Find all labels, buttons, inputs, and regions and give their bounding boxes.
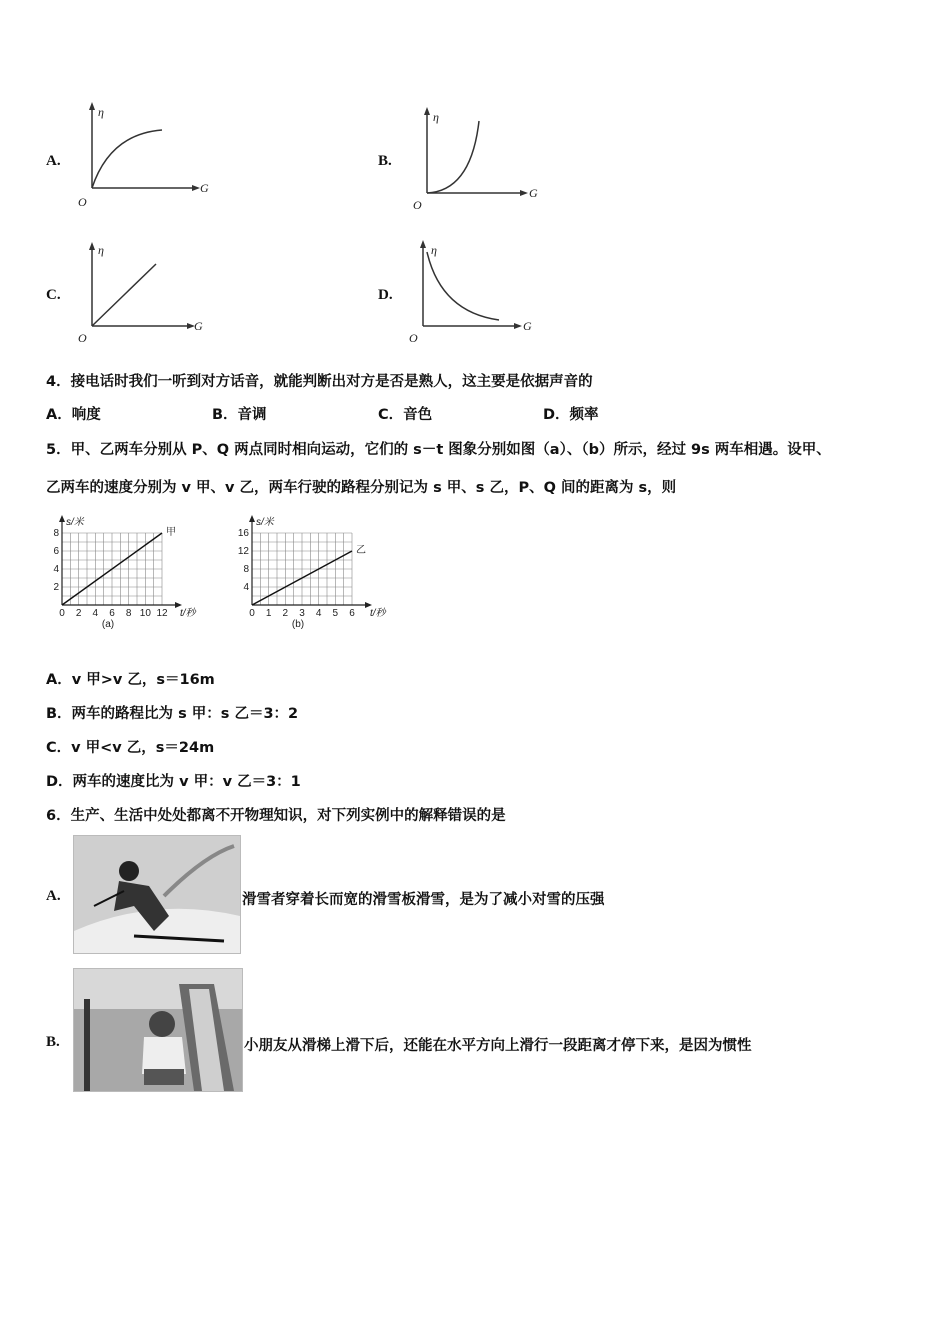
slide-photo bbox=[73, 968, 243, 1092]
origin-label: O bbox=[413, 198, 422, 212]
x-axis-label: t/秒 bbox=[370, 608, 386, 619]
q5-option-c: C．v 甲<v 乙，s＝24m bbox=[46, 740, 215, 756]
slide-illustration bbox=[74, 969, 242, 1091]
x-axis-label: t/秒 bbox=[180, 608, 196, 619]
x-tick-label: 10 bbox=[139, 608, 151, 619]
x-tick-label: 0 bbox=[249, 608, 255, 619]
x-tick-label: 1 bbox=[265, 608, 272, 619]
y-tick-label: 6 bbox=[53, 546, 59, 557]
x-tick-label: 6 bbox=[109, 608, 115, 619]
q4-stem: 4．接电话时我们一听到对方话音，就能判断出对方是否是熟人，这主要是依据声音的 bbox=[46, 374, 593, 390]
x-tick-label: 0 bbox=[59, 608, 65, 619]
y-axis-label: s/米 bbox=[256, 517, 274, 528]
q5-stem-line2: 乙两车的速度分别为 v 甲、v 乙，两车行驶的路程分别记为 s 甲、s 乙，P、Q 间的距离为 s，则 bbox=[46, 480, 677, 496]
y-axis-label: η bbox=[98, 105, 104, 119]
option-b-label: B. bbox=[378, 153, 392, 169]
origin-label: O bbox=[78, 195, 87, 209]
chart-a bbox=[42, 505, 222, 630]
y-axis-arrow bbox=[59, 515, 65, 522]
option-d-label: D. bbox=[378, 287, 393, 303]
q4-option-b: B．音调 bbox=[212, 407, 267, 423]
option-a-label: A. bbox=[46, 153, 61, 169]
x-axis-label: G bbox=[194, 319, 203, 333]
skier-illustration bbox=[74, 836, 240, 953]
series-label: 乙 bbox=[356, 545, 366, 556]
x-axis-label: G bbox=[523, 319, 532, 333]
curve bbox=[427, 121, 479, 193]
q4-option-a: A．响度 bbox=[46, 407, 101, 423]
q6-option-b-text: 小朋友从滑梯上滑下后，还能在水平方向上滑行一段距离才停下来，是因为惯性 bbox=[244, 1038, 752, 1054]
line bbox=[92, 264, 156, 326]
x-axis-label: G bbox=[200, 181, 209, 195]
x-tick-label: 8 bbox=[125, 608, 132, 619]
skier-photo bbox=[73, 835, 241, 954]
x-axis-label: G bbox=[529, 186, 538, 200]
curve bbox=[427, 252, 499, 320]
graph-a bbox=[70, 100, 220, 210]
graph-b bbox=[405, 105, 555, 215]
y-tick-label: 2 bbox=[53, 582, 59, 593]
y-axis-label: η bbox=[98, 243, 104, 257]
y-tick-label: 4 bbox=[243, 582, 249, 593]
q6-option-a-label: A. bbox=[46, 888, 61, 904]
chart-b bbox=[232, 505, 412, 630]
x-tick-label: 3 bbox=[299, 608, 305, 619]
x-tick-label: 12 bbox=[156, 608, 168, 619]
x-tick-label: 2 bbox=[75, 608, 82, 619]
y-tick-label: 8 bbox=[243, 564, 249, 575]
graph-c bbox=[70, 240, 220, 350]
q5-option-b: B．两车的路程比为 s 甲：s 乙＝3：2 bbox=[46, 706, 299, 722]
graph-d bbox=[405, 238, 555, 348]
y-tick-label: 12 bbox=[237, 546, 249, 557]
curve bbox=[92, 130, 162, 188]
y-tick-label: 8 bbox=[53, 528, 59, 539]
x-tick-label: 6 bbox=[349, 608, 355, 619]
series-label: 甲 bbox=[166, 527, 176, 538]
q5-option-a: A．v 甲>v 乙，s＝16m bbox=[46, 672, 215, 688]
y-axis-label: s/米 bbox=[66, 517, 84, 528]
y-axis-label: η bbox=[433, 110, 439, 124]
q5-option-d: D．两车的速度比为 v 甲：v 乙＝3：1 bbox=[46, 774, 301, 790]
origin-label: O bbox=[78, 331, 87, 345]
y-tick-label: 4 bbox=[53, 564, 59, 575]
q6-option-b-label: B. bbox=[46, 1034, 60, 1050]
y-tick-label: 16 bbox=[237, 528, 249, 539]
q4-option-c: C．音色 bbox=[378, 407, 433, 423]
y-axis-label: η bbox=[431, 243, 437, 257]
origin-label: O bbox=[409, 331, 418, 345]
x-tick-label: 4 bbox=[315, 608, 322, 619]
x-tick-label: 2 bbox=[282, 608, 289, 619]
x-tick-label: 4 bbox=[92, 608, 99, 619]
chart-caption: (a) bbox=[101, 619, 115, 630]
chart-caption: (b) bbox=[291, 619, 305, 630]
q6-stem: 6．生产、生活中处处都离不开物理知识，对下列实例中的解释错误的是 bbox=[46, 808, 506, 824]
q6-option-a-text: 滑雪者穿着长而宽的滑雪板滑雪，是为了减小对雪的压强 bbox=[242, 892, 605, 908]
y-axis-arrow bbox=[249, 515, 255, 522]
q4-option-d: D．频率 bbox=[543, 407, 599, 423]
q5-stem-line1: 5．甲、乙两车分别从 P、Q 两点同时相向运动，它们的 s－t 图象分别如图（a）、（b）所示，经过 9s 两车相遇。设甲、 bbox=[46, 442, 831, 458]
x-tick-label: 5 bbox=[332, 608, 339, 619]
option-c-label: C. bbox=[46, 287, 61, 303]
